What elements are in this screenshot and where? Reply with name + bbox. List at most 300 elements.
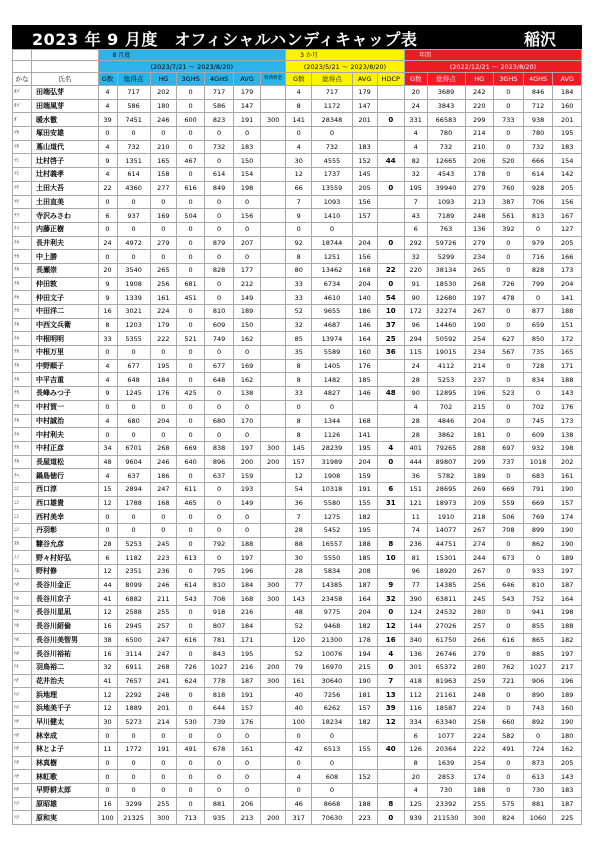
cell-y-total: 732	[427, 140, 465, 154]
cell-m-3ghs: 616	[176, 633, 205, 647]
cell-name: 丹羽彰	[32, 524, 99, 538]
cell-y-3ghs: 0	[494, 784, 524, 798]
cell-y-4ghs: 1060	[523, 811, 553, 825]
cell-name: 長谷川金正	[32, 578, 99, 592]
cell-name: 林虹歌	[32, 770, 99, 784]
cell-3m-games: 4	[286, 140, 312, 154]
cell-m-4ghs: 0	[205, 770, 234, 784]
cell-m-hg: 255	[150, 797, 176, 811]
cell-y-avg: 166	[553, 250, 582, 264]
cell-y-total: 66583	[427, 113, 465, 127]
cell-y-4ghs: 614	[523, 168, 553, 182]
cell-m-games: 0	[98, 729, 117, 743]
cell-3m-games: 28	[286, 524, 312, 538]
table-row	[13, 674, 582, 688]
cell-3m-games: 33	[286, 291, 312, 305]
cell-3m-games: 8	[286, 359, 312, 373]
cell-m-3ghs: 467	[176, 154, 205, 168]
cell-y-avg: 190	[553, 715, 582, 729]
cell-y-games: 8	[404, 756, 427, 770]
cell-y-avg: 127	[553, 222, 582, 236]
cell-3m-hdcp	[377, 209, 404, 223]
cell-y-hg: 196	[465, 387, 494, 401]
monthly-section-range: (2023/7/21 ～ 2023/8/20)	[98, 61, 286, 73]
cell-y-3ghs: 646	[494, 578, 524, 592]
col-header-m-bonus: 特典料金	[261, 73, 286, 86]
cell-m-total: 937	[117, 209, 150, 223]
cell-y-hg: 244	[465, 551, 494, 565]
cell-m-games: 12	[98, 565, 117, 579]
cell-m-3ghs: 521	[176, 332, 205, 346]
cell-y-avg: 187	[553, 578, 582, 592]
cell-kana: ﾊｾ	[13, 633, 32, 647]
cell-y-3ghs: 0	[494, 359, 524, 373]
cell-y-3ghs: 824	[494, 811, 524, 825]
cell-y-hg: 248	[465, 209, 494, 223]
cell-m-bonus: 300	[261, 674, 286, 688]
cell-y-avg: 204	[553, 277, 582, 291]
cell-m-4ghs: 1027	[205, 660, 234, 674]
cell-m-bonus	[261, 797, 286, 811]
cell-3m-games: 12	[286, 168, 312, 182]
cell-y-total: 23392	[427, 797, 465, 811]
cell-y-4ghs: 716	[523, 250, 553, 264]
cell-m-total: 6882	[117, 592, 150, 606]
cell-y-avg: 183	[553, 784, 582, 798]
cell-m-4ghs: 732	[205, 140, 234, 154]
cell-3m-hdcp: 0	[377, 181, 404, 195]
cell-3m-games: 28	[286, 565, 312, 579]
cell-m-3ghs: 0	[176, 236, 205, 250]
cell-m-avg: 212	[233, 277, 260, 291]
cell-y-3ghs: 627	[494, 332, 524, 346]
cell-name: 長谷川京子	[32, 592, 99, 606]
col-header-name: 氏名	[32, 73, 99, 86]
cell-y-hg: 279	[465, 236, 494, 250]
cell-kana: ﾅｶ	[13, 359, 32, 373]
cell-y-3ghs: 0	[494, 305, 524, 319]
table-row	[13, 305, 582, 319]
cell-3m-total: 0	[312, 127, 352, 141]
cell-m-3ghs: 726	[176, 660, 205, 674]
cell-3m-hdcp	[377, 729, 404, 743]
cell-y-avg: 171	[553, 359, 582, 373]
table-row	[13, 277, 582, 291]
cell-m-4ghs: 0	[205, 250, 234, 264]
cell-y-total: 14077	[427, 524, 465, 538]
cell-3m-total: 0	[312, 222, 352, 236]
cell-y-games: 151	[404, 482, 427, 496]
cell-3m-avg: 156	[352, 195, 377, 209]
cell-m-4ghs: 637	[205, 469, 234, 483]
cell-m-4ghs: 614	[205, 168, 234, 182]
cell-y-games: 236	[404, 537, 427, 551]
col-header-y-total: 総得点	[427, 73, 465, 86]
cell-m-3ghs: 613	[176, 551, 205, 565]
table-row	[13, 332, 582, 346]
cell-y-games: 43	[404, 209, 427, 223]
cell-y-avg: 183	[553, 140, 582, 154]
cell-m-games: 48	[98, 455, 117, 469]
cell-m-hg: 186	[150, 469, 176, 483]
cell-3m-total: 0	[312, 400, 352, 414]
cell-m-4ghs: 823	[205, 113, 234, 127]
cell-3m-games: 4	[286, 86, 312, 100]
cell-y-avg: 202	[553, 455, 582, 469]
cell-3m-games: 46	[286, 797, 312, 811]
table-row	[13, 195, 582, 209]
cell-3m-avg: 204	[352, 606, 377, 620]
cell-kana: ﾊﾗ	[13, 811, 32, 825]
cell-m-4ghs: 677	[205, 359, 234, 373]
cell-3m-games: 161	[286, 674, 312, 688]
cell-y-games: 121	[404, 496, 427, 510]
cell-name: 仲田敦	[32, 277, 99, 291]
cell-3m-hdcp: 54	[377, 291, 404, 305]
table-row	[13, 524, 582, 538]
cell-y-hg: 257	[465, 619, 494, 633]
cell-m-3ghs: 614	[176, 578, 205, 592]
cell-3m-total: 13559	[312, 181, 352, 195]
cell-m-avg: 0	[233, 222, 260, 236]
cell-m-3ghs: 530	[176, 715, 205, 729]
cell-y-3ghs: 762	[494, 660, 524, 674]
cell-m-bonus	[261, 743, 286, 757]
table-row	[13, 784, 582, 798]
cell-3m-avg: 155	[352, 743, 377, 757]
cell-3m-avg	[352, 222, 377, 236]
cell-m-hg: 246	[150, 455, 176, 469]
cell-m-total: 2894	[117, 482, 150, 496]
cell-m-bonus	[261, 551, 286, 565]
cell-3m-games: 8	[286, 250, 312, 264]
cell-kana: ﾅｶ	[13, 346, 32, 360]
cell-y-games: 7	[404, 195, 427, 209]
cell-y-3ghs: 567	[494, 346, 524, 360]
cell-y-hg: 248	[465, 688, 494, 702]
cell-y-4ghs: 828	[523, 263, 553, 277]
cell-kana: ﾊﾏ	[13, 701, 32, 715]
cell-m-total: 3021	[117, 305, 150, 319]
cell-m-avg: 0	[233, 195, 260, 209]
cell-3m-avg	[352, 400, 377, 414]
cell-name: 羽鳥裕二	[32, 660, 99, 674]
cell-3m-total: 0	[312, 784, 352, 798]
col-header-3m-avg: AVG	[352, 73, 377, 86]
cell-3m-total: 70630	[312, 811, 352, 825]
cell-m-bonus	[261, 305, 286, 319]
table-row	[13, 441, 582, 455]
cell-3m-total: 5452	[312, 524, 352, 538]
cell-y-hg: 189	[465, 469, 494, 483]
cell-m-bonus	[261, 729, 286, 743]
cell-name: 中村利夫	[32, 428, 99, 442]
cell-y-4ghs: 730	[523, 784, 553, 798]
cell-m-total: 586	[117, 99, 150, 113]
cell-m-total: 0	[117, 756, 150, 770]
cell-m-4ghs: 749	[205, 332, 234, 346]
cell-y-total: 3843	[427, 99, 465, 113]
cell-m-total: 1889	[117, 701, 150, 715]
cell-m-games: 22	[98, 181, 117, 195]
cell-y-hg: 209	[465, 496, 494, 510]
cell-y-games: 112	[404, 688, 427, 702]
cell-y-games: 4	[404, 400, 427, 414]
cell-3m-avg: 181	[352, 688, 377, 702]
cell-y-total: 4112	[427, 359, 465, 373]
cell-3m-total: 6513	[312, 743, 352, 757]
cell-m-bonus	[261, 277, 286, 291]
cell-m-games: 44	[98, 578, 117, 592]
cell-m-4ghs: 879	[205, 236, 234, 250]
cell-3m-total: 28239	[312, 441, 352, 455]
cell-3m-hdcp: 25	[377, 332, 404, 346]
col-header-kana: かな	[13, 73, 32, 86]
cell-3m-games: 40	[286, 701, 312, 715]
cell-m-hg: 184	[150, 373, 176, 387]
cell-m-3ghs: 0	[176, 414, 205, 428]
cell-y-games: 126	[404, 743, 427, 757]
cell-m-total: 4360	[117, 181, 150, 195]
cell-m-bonus	[261, 688, 286, 702]
cell-3m-games: 317	[286, 811, 312, 825]
cell-name: 林幸成	[32, 729, 99, 743]
cell-m-bonus: 300	[261, 113, 286, 127]
cell-3m-hdcp: 13	[377, 688, 404, 702]
cell-m-avg: 0	[233, 428, 260, 442]
cell-3m-games: 12	[286, 469, 312, 483]
cell-y-4ghs: 659	[523, 318, 553, 332]
table-row	[13, 482, 582, 496]
cell-y-total: 18530	[427, 277, 465, 291]
cell-y-games: 28	[404, 428, 427, 442]
cell-y-3ghs: 559	[494, 496, 524, 510]
cell-kana: ﾊｾ	[13, 619, 32, 633]
cell-3m-total: 30640	[312, 674, 352, 688]
cell-y-games: 136	[404, 647, 427, 661]
cell-3m-games: 8	[286, 373, 312, 387]
cell-m-avg: 149	[233, 496, 260, 510]
table-row	[13, 291, 582, 305]
cell-3m-games: 0	[286, 127, 312, 141]
cell-m-bonus	[261, 524, 286, 538]
cell-m-bonus	[261, 359, 286, 373]
cell-y-hg: 237	[465, 373, 494, 387]
cell-3m-total: 21300	[312, 633, 352, 647]
cell-3m-total: 9468	[312, 619, 352, 633]
cell-m-bonus: 200	[261, 660, 286, 674]
cell-y-4ghs: 938	[523, 113, 553, 127]
cell-y-3ghs: 737	[494, 455, 524, 469]
table-row	[13, 565, 582, 579]
cell-3m-hdcp: 8	[377, 537, 404, 551]
cell-3m-avg: 183	[352, 140, 377, 154]
table-row	[13, 168, 582, 182]
cell-3m-hdcp	[377, 127, 404, 141]
cell-y-hg: 265	[465, 263, 494, 277]
cell-m-bonus: 200	[261, 455, 286, 469]
cell-m-games: 4	[98, 86, 117, 100]
cell-m-4ghs: 818	[205, 688, 234, 702]
cell-y-4ghs: 862	[523, 537, 553, 551]
cell-m-3ghs: 0	[176, 373, 205, 387]
cell-y-total: 5782	[427, 469, 465, 483]
cell-m-3ghs: 0	[176, 305, 205, 319]
cell-y-3ghs: 760	[494, 181, 524, 195]
table-row	[13, 209, 582, 223]
cell-m-3ghs: 0	[176, 770, 205, 784]
cell-kana: ﾊﾔ	[13, 729, 32, 743]
cell-m-3ghs: 543	[176, 592, 205, 606]
cell-m-avg: 150	[233, 154, 260, 168]
cell-m-hg: 0	[150, 195, 176, 209]
cell-m-3ghs: 640	[176, 455, 205, 469]
cell-m-games: 4	[98, 359, 117, 373]
cell-3m-total: 18744	[312, 236, 352, 250]
cell-m-avg: 171	[233, 633, 260, 647]
cell-m-avg: 197	[233, 441, 260, 455]
cell-m-bonus	[261, 86, 286, 100]
cell-y-hg: 188	[465, 784, 494, 798]
table-row	[13, 400, 582, 414]
cell-m-games: 9	[98, 291, 117, 305]
cell-y-3ghs: 0	[494, 373, 524, 387]
cell-y-avg: 188	[553, 373, 582, 387]
cell-y-total: 38134	[427, 263, 465, 277]
cell-y-total: 4543	[427, 168, 465, 182]
cell-m-3ghs: 0	[176, 250, 205, 264]
cell-m-avg: 184	[233, 578, 260, 592]
table-row	[13, 222, 582, 236]
cell-m-bonus	[261, 318, 286, 332]
cell-m-4ghs: 680	[205, 414, 234, 428]
cell-name: 辻村義孝	[32, 168, 99, 182]
cell-m-bonus	[261, 181, 286, 195]
cell-kana: ﾂｼ	[13, 154, 32, 168]
cell-m-games: 4	[98, 414, 117, 428]
cell-m-bonus	[261, 784, 286, 798]
cell-3m-games: 79	[286, 660, 312, 674]
cell-3m-hdcp: 9	[377, 578, 404, 592]
cell-y-games: 301	[404, 660, 427, 674]
cell-m-total: 1788	[117, 496, 150, 510]
cell-3m-avg: 178	[352, 633, 377, 647]
cell-name: 中西文兵衛	[32, 318, 99, 332]
cell-y-total: 59726	[427, 236, 465, 250]
cell-y-avg: 143	[553, 770, 582, 784]
cell-y-hg: 280	[465, 660, 494, 674]
table-row	[13, 359, 582, 373]
cell-y-hg: 279	[465, 647, 494, 661]
cell-y-avg: 176	[553, 400, 582, 414]
cell-y-avg: 198	[553, 606, 582, 620]
cell-y-games: 331	[404, 113, 427, 127]
cell-y-4ghs: 666	[523, 154, 553, 168]
cell-3m-avg: 205	[352, 181, 377, 195]
cell-3m-avg: 182	[352, 619, 377, 633]
cell-m-3ghs: 0	[176, 537, 205, 551]
cell-kana: ﾅｶ	[13, 277, 32, 291]
table-row	[13, 263, 582, 277]
cell-m-avg: 195	[233, 647, 260, 661]
cell-y-avg: 188	[553, 305, 582, 319]
cell-y-games: 418	[404, 674, 427, 688]
monthly-section-label: 8 月度	[98, 50, 286, 61]
table-row	[13, 154, 582, 168]
cell-y-hg: 268	[465, 277, 494, 291]
cell-y-3ghs: 387	[494, 195, 524, 209]
cell-m-avg: 206	[233, 797, 260, 811]
cell-y-total: 63340	[427, 715, 465, 729]
cell-y-games: 28	[404, 414, 427, 428]
cell-y-avg: 167	[553, 209, 582, 223]
cell-y-total: 211530	[427, 811, 465, 825]
table-row	[13, 127, 582, 141]
cell-y-avg: 188	[553, 619, 582, 633]
cell-3m-total: 608	[312, 770, 352, 784]
table-row	[13, 99, 582, 113]
cell-3m-total: 1251	[312, 250, 352, 264]
cell-y-3ghs: 660	[494, 715, 524, 729]
cell-y-games: 20	[404, 86, 427, 100]
cell-m-total: 7451	[117, 113, 150, 127]
cell-kana: ﾀﾞ	[13, 113, 32, 127]
cell-kana: ﾅｶ	[13, 414, 32, 428]
cell-kana: ﾅﾍ	[13, 469, 32, 483]
cell-y-games: 401	[404, 441, 427, 455]
cell-y-total: 3689	[427, 86, 465, 100]
cell-m-3ghs: 0	[176, 619, 205, 633]
cell-y-4ghs: 780	[523, 127, 553, 141]
cell-y-total: 15301	[427, 551, 465, 565]
cell-y-4ghs: 892	[523, 715, 553, 729]
cell-m-avg: 0	[233, 400, 260, 414]
cell-m-games: 32	[98, 660, 117, 674]
cell-name: 原和実	[32, 811, 99, 825]
cell-m-avg: 0	[233, 770, 260, 784]
cell-y-games: 77	[404, 578, 427, 592]
cell-3m-avg: 188	[352, 797, 377, 811]
table-row	[13, 373, 582, 387]
cell-m-hg: 247	[150, 482, 176, 496]
cell-m-3ghs: 425	[176, 387, 205, 401]
cell-3m-total: 9775	[312, 606, 352, 620]
cell-name: 林とよ子	[32, 743, 99, 757]
cell-3m-total: 5550	[312, 551, 352, 565]
cell-3m-avg: 146	[352, 318, 377, 332]
cell-y-avg: 157	[553, 496, 582, 510]
cell-m-games: 4	[98, 168, 117, 182]
page-title: 2023 年 9 月度 オフィシャルハンディキャップ表	[32, 30, 418, 49]
cell-name: 土田直美	[32, 195, 99, 209]
cell-3m-games: 40	[286, 688, 312, 702]
cell-y-3ghs: 0	[494, 250, 524, 264]
cell-name: 林真樹	[32, 756, 99, 770]
cell-name: 中上勝	[32, 250, 99, 264]
table-row	[13, 428, 582, 442]
cell-m-avg: 197	[233, 551, 260, 565]
cell-y-4ghs: 850	[523, 332, 553, 346]
cell-3m-avg	[352, 729, 377, 743]
cell-y-3ghs: 520	[494, 154, 524, 168]
cell-y-avg: 174	[553, 510, 582, 524]
cell-m-games: 12	[98, 688, 117, 702]
cell-m-4ghs: 810	[205, 578, 234, 592]
cell-3m-avg: 204	[352, 455, 377, 469]
cell-3m-hdcp	[377, 222, 404, 236]
cell-m-4ghs: 828	[205, 263, 234, 277]
cell-m-total: 7657	[117, 674, 150, 688]
